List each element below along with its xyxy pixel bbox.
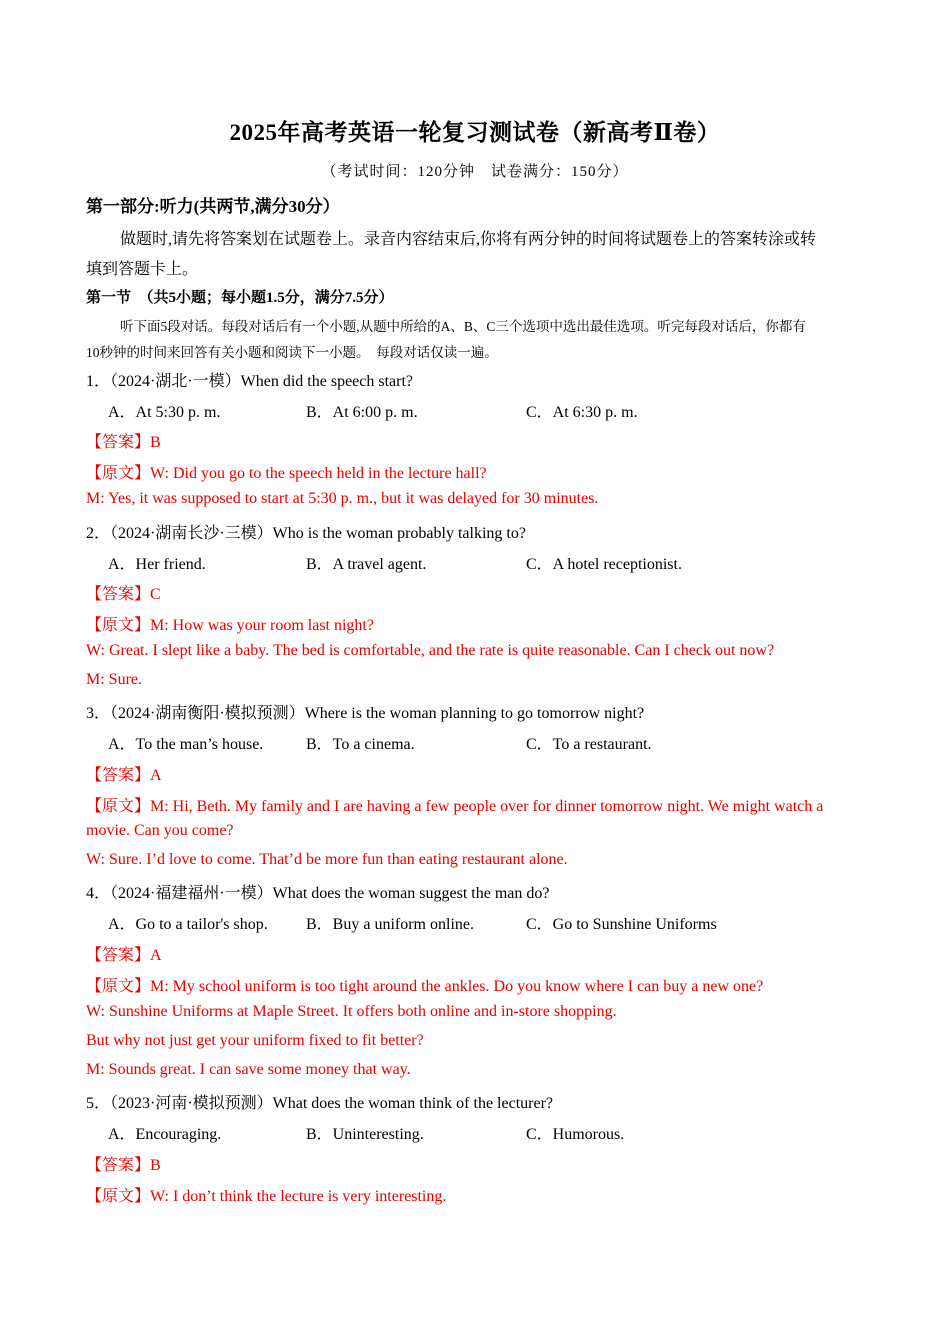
question-5-answer: 【答案】B: [86, 1157, 161, 1174]
question-5-option-c: C．Humorous.: [526, 1126, 625, 1143]
question-3-transcript-line1: 【原文】M: Hi, Beth. My family and I are having a few people over for dinner tomorrow night. We might watch a: [86, 798, 824, 815]
question-2-option-c: C．A hotel receptionist.: [526, 556, 682, 573]
question-4-transcript-line4: M: Sounds great. I can save some money that way.: [86, 1061, 411, 1078]
question-3-transcript-line2: movie. Can you come?: [86, 822, 234, 839]
question-2-transcript-line1: 【原文】M: How was your room last night?: [86, 617, 374, 634]
question-1-transcript-line1: 【原文】W: Did you go to the speech held in the lecture hall?: [86, 465, 487, 482]
question-5-stem: 5．（2023·河南·模拟预测）What does the woman think of the lecturer?: [86, 1095, 554, 1112]
question-1-answer: 【答案】B: [86, 434, 161, 451]
question-3-transcript-line3: W: Sure. I’d love to come. That’d be more fun than eating restaurant alone.: [86, 851, 568, 868]
question-3-option-a: A．To the man’s house.: [108, 736, 264, 753]
section1-note-line1: 听下面5段对话。每段对话后有一个小题,从题中所给的A、B、C三个选项中选出最佳选项。听完每段对话后，你都有: [120, 319, 806, 334]
question-5-option-b: B．Uninteresting.: [306, 1126, 424, 1143]
section1-heading: 第一节 （共5小题；每小题1.5分，满分7.5分）: [86, 290, 394, 306]
part1-heading: 第一部分:听力(共两节,满分30分）: [86, 197, 340, 216]
question-2-option-b: B．A travel agent.: [306, 556, 427, 573]
question-5-transcript-line1: 【原文】W: I don’t think the lecture is very interesting.: [86, 1188, 447, 1205]
question-3-option-b: B．To a cinema.: [306, 736, 415, 753]
question-4-transcript-line1: 【原文】M: My school uniform is too tight around the ankles. Do you know where I can buy a new one?: [86, 978, 764, 995]
exam-info: （考试时间：120分钟 试卷满分：150分）: [321, 164, 629, 180]
question-2-transcript-line2: W: Great. I slept like a baby. The bed is comfortable, and the rate is quite reasonable. Can I check out now?: [86, 642, 775, 659]
question-2-stem: 2．（2024·湖南长沙·三模）Who is the woman probably talking to?: [86, 525, 526, 542]
question-4-stem: 4．（2024·福建福州·一模）What does the woman suggest the man do?: [86, 885, 550, 902]
question-1-option-b: B．At 6:00 p. m.: [306, 404, 418, 421]
question-4-option-b: B．Buy a uniform online.: [306, 916, 474, 933]
question-1-option-c: C．At 6:30 p. m.: [526, 404, 638, 421]
question-1-stem: 1．（2024·湖北·一模）When did the speech start?: [86, 373, 414, 390]
question-1-transcript-line2: M: Yes, it was supposed to start at 5:30 p. m., but it was delayed for 30 minutes.: [86, 490, 599, 507]
question-2-answer: 【答案】C: [86, 586, 161, 603]
question-4-option-c: C．Go to Sunshine Uniforms: [526, 916, 717, 933]
question-3-option-c: C．To a restaurant.: [526, 736, 652, 753]
section1-note-line2: 10秒钟的时间来回答有关小题和阅读下一小题。 每段对话仅读一遍。: [86, 345, 498, 360]
page-title: 2025年高考英语一轮复习测试卷（新高考Ⅱ卷）: [229, 120, 721, 145]
question-5-option-a: A．Encouraging.: [108, 1126, 222, 1143]
question-3-stem: 3．（2024·湖南衡阳·模拟预测）Where is the woman planning to go tomorrow night?: [86, 705, 645, 722]
question-2-transcript-line3: M: Sure.: [86, 671, 142, 688]
part1-instructions-line2: 填到答题卡上。: [86, 261, 199, 278]
question-4-transcript-line2: W: Sunshine Uniforms at Maple Street. It offers both online and in-store shopping.: [86, 1003, 617, 1020]
question-4-transcript-line3: But why not just get your uniform fixed to fit better?: [86, 1032, 424, 1049]
question-4-option-a: A．Go to a tailor's shop.: [108, 916, 268, 933]
part1-instructions-line1: 做题时,请先将答案划在试题卷上。录音内容结束后,你将有两分钟的时间将试题卷上的答案转涂或转: [120, 231, 817, 248]
question-2-option-a: A．Her friend.: [108, 556, 206, 573]
question-3-answer: 【答案】A: [86, 767, 162, 784]
question-4-answer: 【答案】A: [86, 947, 162, 964]
question-1-option-a: A．At 5:30 p. m.: [108, 404, 221, 421]
